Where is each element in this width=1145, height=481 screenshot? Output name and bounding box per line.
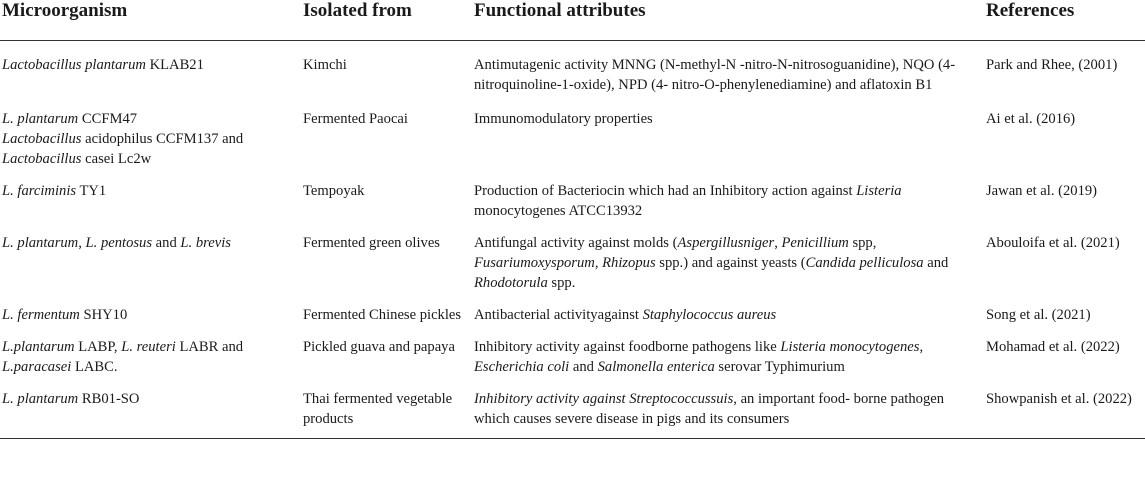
- text-segment: L. reuteri: [121, 339, 176, 355]
- cell-microorganism: [0, 103, 303, 175]
- text-segment: and: [569, 359, 598, 375]
- text-segment: spp,: [848, 235, 877, 251]
- text-segment: ,: [774, 235, 782, 251]
- cell-functional-attributes: [474, 103, 984, 175]
- text-segment: L. farciminis: [2, 183, 77, 199]
- text-segment: Lactobacillus plantarum: [2, 57, 146, 73]
- cell-isolated-from: Tempoyak: [303, 183, 365, 199]
- header-row: [0, 0, 1145, 41]
- table-row: [0, 175, 1145, 227]
- text-segment: Antimutagenic activity MNNG (N-methyl-N -nitro-N-nitrosoguanidine), NQO (4-nitroquinoline-1-oxide), NPD (4- nitro-O-phenylenediamine) and aflatoxin B1: [474, 57, 956, 93]
- table-row: [0, 41, 1145, 104]
- text-segment: spp.) and against yeasts (: [655, 255, 806, 271]
- cell-microorganism: [0, 175, 303, 227]
- organism-line: [2, 129, 297, 149]
- text-segment: Staphylococcus aureus: [642, 307, 777, 323]
- text-segment: , an important food- borne pathogen which causes severe disease in pigs and its consumers: [474, 391, 945, 427]
- text-segment: Listeria: [856, 183, 902, 199]
- text-segment: Rhizopus: [602, 255, 656, 271]
- cell-isolated-from: Thai fermented vegetable products: [303, 383, 474, 439]
- organism-line: [2, 357, 297, 377]
- cell-reference[interactable]: Ai et al. (2016): [986, 111, 1076, 127]
- table-row: [0, 103, 1145, 175]
- organism-line: [2, 55, 297, 75]
- text-segment: ,: [919, 339, 924, 355]
- cell-reference[interactable]: Song et al. (2021): [986, 307, 1091, 323]
- text-segment: Antifungal activity against molds (: [474, 235, 678, 251]
- cell-microorganism: [0, 331, 303, 383]
- text-segment: L.paracasei: [2, 359, 72, 375]
- cell-isolated-from: Fermented Paocai: [303, 111, 408, 127]
- text-segment: casei Lc2w: [81, 151, 152, 167]
- organism-line: [2, 149, 297, 169]
- cell-isolated-from: Fermented green olives: [303, 235, 440, 251]
- text-segment: Antibacterial activityagainst: [474, 307, 643, 323]
- text-segment: spp.: [547, 275, 576, 291]
- cell-reference[interactable]: Mohamad et al. (2022): [986, 339, 1120, 355]
- organism-line: [2, 109, 297, 129]
- text-segment: and: [152, 235, 181, 251]
- text-segment: Rhodotorula: [474, 275, 548, 291]
- header-microorganism: Microorganism: [0, 0, 303, 41]
- organism-line: [2, 181, 297, 201]
- cell-functional-attributes: [474, 227, 984, 299]
- text-segment: monocytogenes ATCC13932: [474, 203, 643, 219]
- text-segment: L. pentosus: [85, 235, 153, 251]
- text-segment: RB01-SO: [78, 391, 140, 407]
- text-segment: Lactobacillus: [2, 131, 82, 147]
- header-isolated-from: Isolated from: [303, 0, 474, 41]
- cell-functional-attributes: [474, 299, 984, 331]
- table-row: [0, 331, 1145, 383]
- table-row: [0, 299, 1145, 331]
- table-row: [0, 227, 1145, 299]
- text-segment: L.plantarum: [2, 339, 75, 355]
- text-segment: Inhibitory activity against Streptococcussuis: [474, 391, 734, 407]
- text-segment: L. brevis: [180, 235, 231, 251]
- cell-microorganism: [0, 299, 303, 331]
- text-segment: Penicillium: [781, 235, 849, 251]
- table-row: [0, 383, 1145, 439]
- cell-reference[interactable]: Showpanish et al. (2022): [984, 383, 1145, 439]
- cell-reference[interactable]: Jawan et al. (2019): [986, 183, 1098, 199]
- organism-line: [2, 389, 297, 409]
- text-segment: ,: [594, 255, 603, 271]
- text-segment: Fusariumoxysporum: [474, 255, 595, 271]
- cell-functional-attributes: [474, 41, 984, 104]
- text-segment: CCFM47: [78, 111, 138, 127]
- cell-isolated-from: Pickled guava and papaya: [303, 339, 455, 355]
- header-references: References: [984, 0, 1145, 41]
- text-segment: Lactobacillus: [2, 151, 82, 167]
- text-segment: and: [923, 255, 949, 271]
- cell-isolated-from: Kimchi: [303, 57, 347, 73]
- text-segment: Immunomodulatory properties: [474, 111, 653, 127]
- text-segment: Escherichia coli: [474, 359, 570, 375]
- text-segment: acidophilus CCFM137 and: [81, 131, 244, 147]
- organism-line: [2, 337, 297, 357]
- organism-line: [2, 233, 297, 253]
- text-segment: LABR and: [175, 339, 244, 355]
- cell-functional-attributes: [474, 175, 984, 227]
- text-segment: KLAB21: [145, 57, 204, 73]
- cell-microorganism: [0, 227, 303, 299]
- header-functional-attributes: Functional attributes: [474, 0, 984, 41]
- text-segment: LABC.: [71, 359, 118, 375]
- cell-functional-attributes: [474, 383, 984, 439]
- text-segment: Inhibitory activity against foodborne pathogens like: [474, 339, 781, 355]
- text-segment: Production of Bacteriocin which had an Inhibitory action against: [474, 183, 857, 199]
- text-segment: Salmonella enterica: [597, 359, 715, 375]
- cell-reference[interactable]: Abouloifa et al. (2021): [986, 235, 1120, 251]
- text-segment: ,: [78, 235, 86, 251]
- text-segment: L. fermentum: [2, 307, 80, 323]
- text-segment: L. plantarum: [2, 111, 79, 127]
- text-segment: L. plantarum: [2, 235, 79, 251]
- cell-microorganism: [0, 383, 303, 439]
- text-segment: LABP,: [74, 339, 122, 355]
- text-segment: L. plantarum: [2, 391, 79, 407]
- text-segment: TY1: [76, 183, 107, 199]
- cell-functional-attributes: [474, 331, 984, 383]
- text-segment: serovar Typhimurium: [714, 359, 845, 375]
- text-segment: Aspergillusniger: [677, 235, 775, 251]
- table-body: [0, 41, 1145, 439]
- organism-line: [2, 305, 297, 325]
- text-segment: Candida pelliculosa: [805, 255, 924, 271]
- text-segment: SHY10: [79, 307, 128, 323]
- cell-reference[interactable]: Park and Rhee, (2001): [986, 57, 1118, 73]
- cell-isolated-from: Fermented Chinese pickles: [303, 307, 462, 323]
- text-segment: Listeria monocytogenes: [780, 339, 920, 355]
- cell-microorganism: [0, 41, 303, 104]
